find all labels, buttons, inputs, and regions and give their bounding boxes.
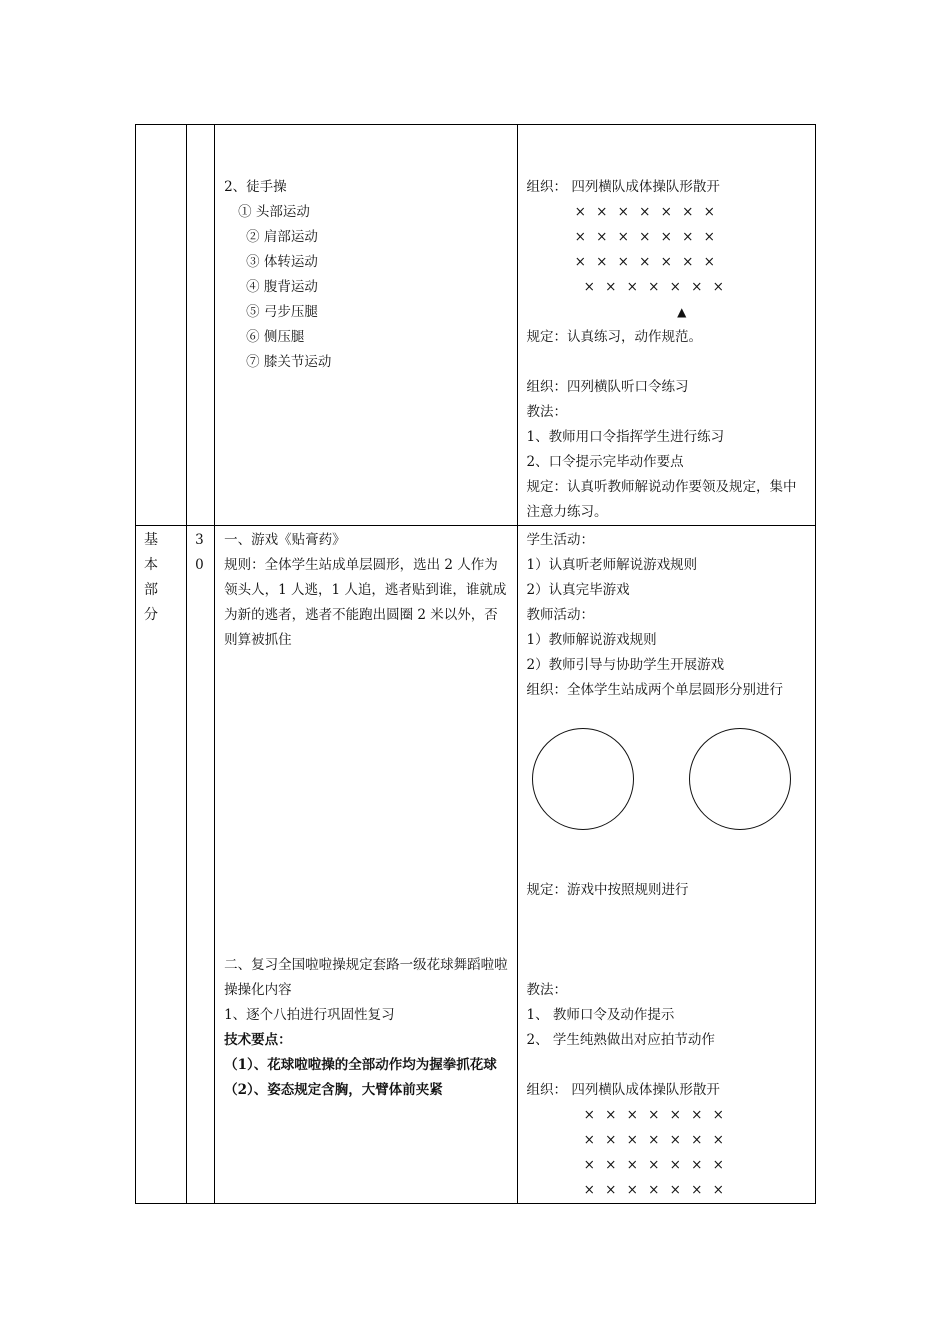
organization-text: 组织： 四列横队成体操队形散开 [526,179,720,195]
time-digit: 3 [195,532,204,548]
formation-row: × × × × × × × [583,279,724,295]
section-cell-empty [136,125,187,526]
organization-text: 组织：四列横队听口令练习 [526,379,689,395]
rule-text: 规定：游戏中按照规则进行 [526,882,689,898]
review-title: 二、复习全国啦啦操规定套路一级花球舞蹈啦啦操操化内容 [224,957,508,998]
tech-item: （1）、花球啦啦操的全部动作均为握拳抓花球 [224,1057,497,1073]
organization-text: 组织： 四列横队成体操队形散开 [526,1082,720,1098]
exercise-item: ⑤ 弓步压腿 [246,304,318,320]
teacher-title: 教师活动： [526,607,595,623]
rule-text: 规定：认真听教师解说动作要领及规定，集中注意力练习。 [526,479,797,520]
exercise-item: ⑥ 侧压腿 [246,329,305,345]
table-row [136,526,816,1204]
content-cell [215,526,517,1204]
calisthenics-title: 2、徒手操 [224,179,287,195]
method-item: 1、 教师口令及动作提示 [526,1007,675,1023]
organization-cell [517,526,815,1204]
tech-item: （2）、姿态规定含胸，大臂体前夹紧 [224,1082,443,1098]
formation-row: × × × × × × × [583,1157,724,1173]
section-cell [136,526,187,1204]
circle-icon [689,728,791,830]
review-item: 1、逐个八拍进行巩固性复习 [224,1007,395,1023]
section-char: 部 [144,582,158,598]
organization-text: 组织：全体学生站成两个单层圆形分别进行 [526,682,784,698]
circle-formation-diagram [527,703,807,853]
method-item: 1、教师用口令指挥学生进行练习 [526,429,725,445]
method-item: 2、 学生纯熟做出对应拍节动作 [526,1032,715,1048]
section-char: 分 [144,607,158,623]
section-char: 本 [144,557,158,573]
teacher-item: 1）教师解说游戏规则 [526,632,657,648]
formation-row: × × × × × × × [574,204,715,220]
game-title: 一、游戏《贴膏药》 [224,532,346,548]
exercise-item: ④ 腹背运动 [246,279,318,295]
formation-row: × × × × × × × [574,254,715,270]
formation-row: × × × × × × × [583,1107,724,1123]
formation-row: × × × × × × × [583,1132,724,1148]
method-title: 教法： [526,404,568,420]
student-title: 学生活动： [526,532,595,548]
game-rule: 规则：全体学生站成单层圆形，选出 2 人作为领头人，1 人逃，1 人追，逃者贴到谁，谁就成为新的逃者，逃者不能跑出圆圈 2 米以外，否则算被抓住 [224,557,507,648]
student-item: 2）认真完毕游戏 [526,582,630,598]
time-digit: 0 [195,557,204,573]
time-cell [187,526,215,1204]
exercise-item: ③ 体转运动 [246,254,318,270]
tech-title: 技术要点： [224,1032,292,1048]
circle-icon [532,728,634,830]
exercise-item: ② 肩部运动 [246,229,318,245]
content-cell [215,125,517,526]
method-item: 2、口令提示完毕动作要点 [526,454,684,470]
lesson-plan-table [135,124,816,1204]
teacher-marker-icon: ▲ [677,305,687,319]
rule-text: 规定：认真练习，动作规范。 [526,329,703,345]
exercise-item: ① 头部运动 [238,204,310,220]
exercise-item: ⑦ 膝关节运动 [246,354,332,370]
time-cell-empty [187,125,215,526]
organization-cell [517,125,815,526]
student-item: 1）认真听老师解说游戏规则 [526,557,698,573]
section-char: 基 [144,532,158,548]
teacher-item: 2）教师引导与协助学生开展游戏 [526,657,725,673]
formation-row: × × × × × × × [574,229,715,245]
method-title: 教法： [526,982,568,998]
formation-row: × × × × × × × [583,1182,724,1198]
table-row [136,125,816,526]
